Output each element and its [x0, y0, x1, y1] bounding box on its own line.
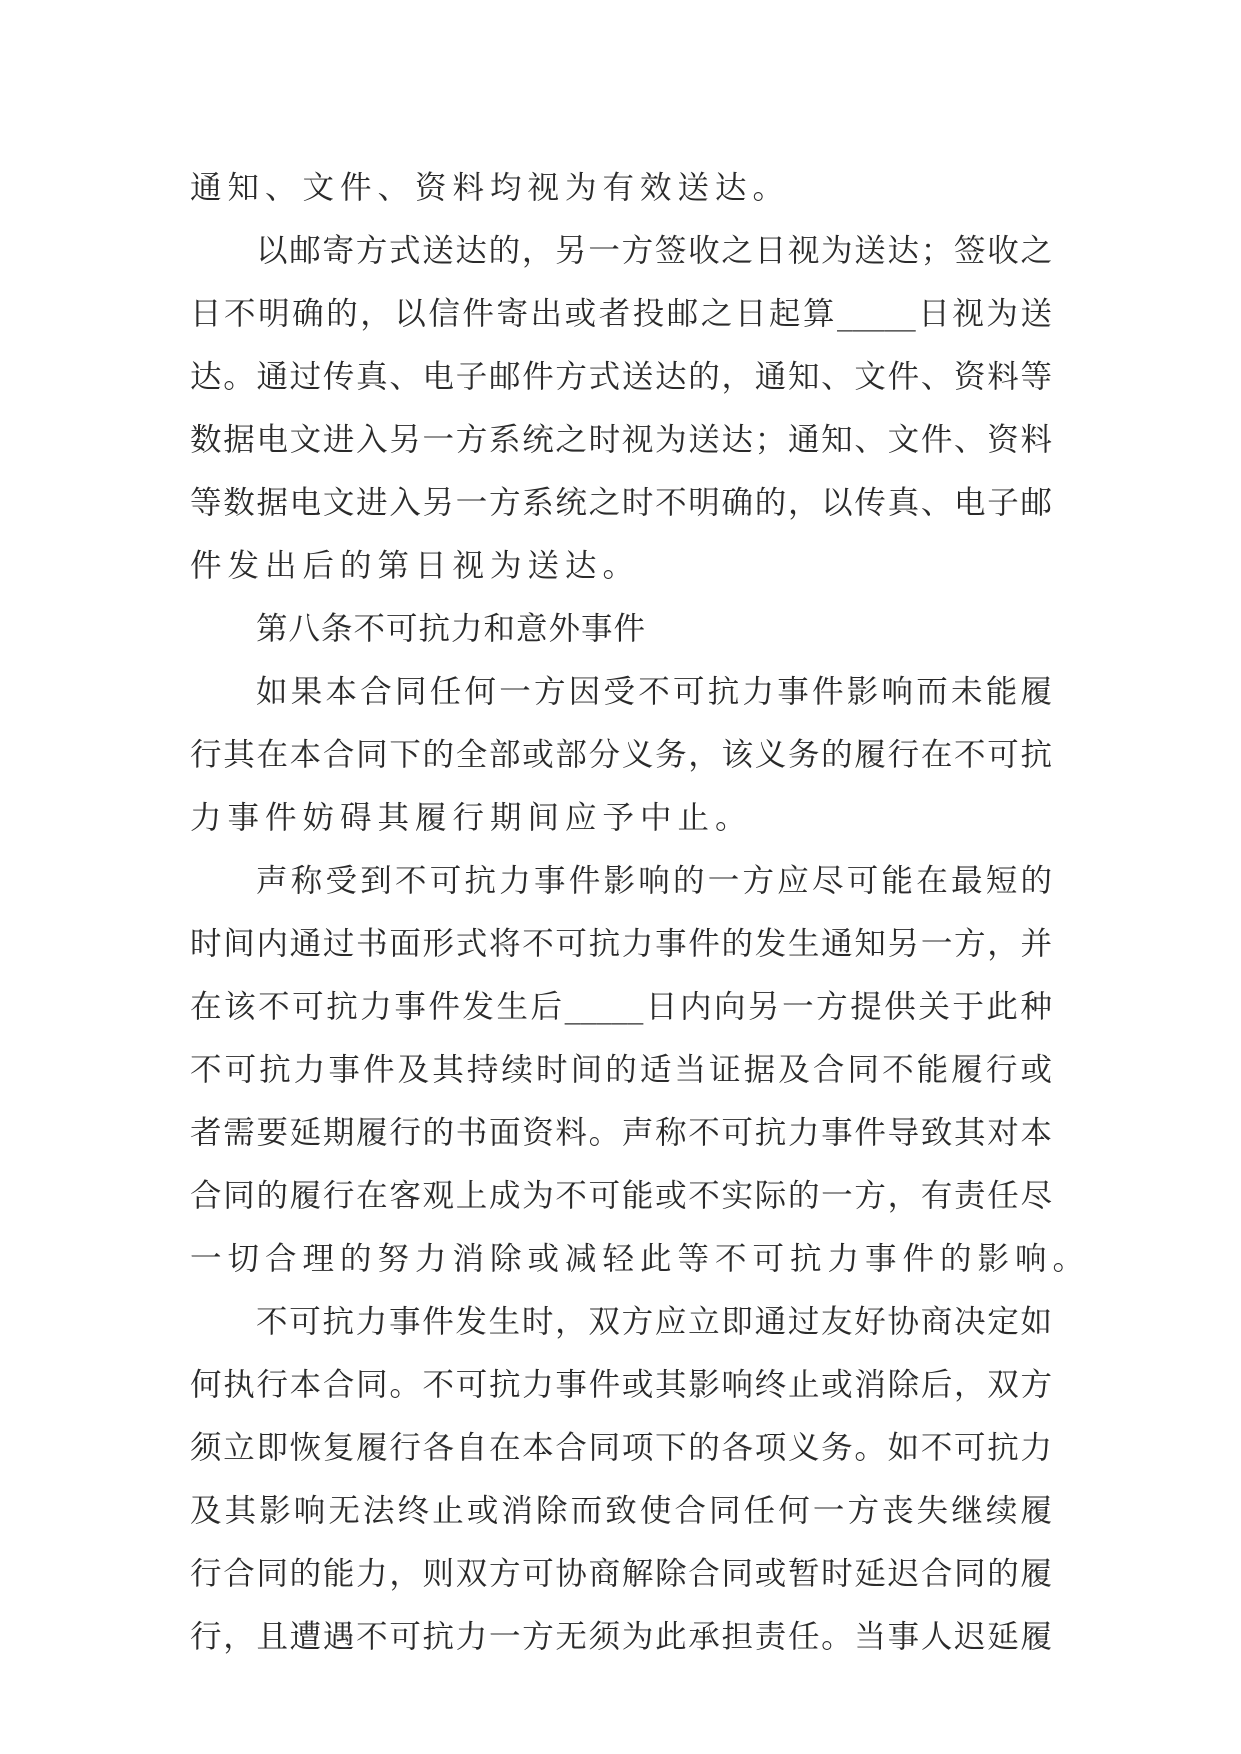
text-line: 时间内通过书面形式将不可抗力事件的发生通知另一方，并: [190, 926, 1052, 962]
text-line: 一切合理的努力消除或减轻此等不可抗力事件的影响。: [190, 1241, 1091, 1277]
text-line: 数据电文进入另一方系统之时视为送达；通知、文件、资料: [190, 422, 1052, 458]
text-line: 以邮寄方式送达的，另一方签收之日视为送达；签收之: [256, 233, 1052, 269]
text-line: 力事件妨碍其履行期间应予中止。: [190, 800, 753, 836]
text-line: 不可抗力事件发生时，双方应立即通过友好协商决定如: [256, 1304, 1052, 1340]
text-line: 及其影响无法终止或消除而致使合同任何一方丧失继续履: [190, 1493, 1052, 1529]
text-line: 行合同的能力，则双方可协商解除合同或暂时延迟合同的履: [190, 1556, 1052, 1592]
text-line: 行其在本合同下的全部或部分义务，该义务的履行在不可抗: [190, 737, 1052, 773]
text-line: 件发出后的第日视为送达。: [190, 548, 641, 584]
text-line: 通知、文件、资料均视为有效送达。: [190, 170, 791, 206]
text-line: 行，且遭遇不可抗力一方无须为此承担责任。当事人迟延履: [190, 1619, 1052, 1655]
text-line: 者需要延期履行的书面资料。声称不可抗力事件导致其对本: [190, 1115, 1052, 1151]
text-line: 达。通过传真、电子邮件方式送达的，通知、文件、资料等: [190, 359, 1052, 395]
text-line: 等数据电文进入另一方系统之时不明确的，以传真、电子邮: [190, 485, 1052, 521]
document-body: [190, 157, 1091, 1669]
text-line: 不可抗力事件及其持续时间的适当证据及合同不能履行或: [190, 1052, 1052, 1088]
text-line: 何执行本合同。不可抗力事件或其影响终止或消除后，双方: [190, 1367, 1052, 1403]
text-line: 日不明确的，以信件寄出或者投邮之日起算_____日视为送: [190, 296, 1052, 332]
text-line: 须立即恢复履行各自在本合同项下的各项义务。如不可抗力: [190, 1430, 1052, 1466]
text-line: 声称受到不可抗力事件影响的一方应尽可能在最短的: [256, 863, 1052, 899]
section-heading: 第八条不可抗力和意外事件: [256, 611, 647, 647]
text-line: 在该不可抗力事件发生后_____日内向另一方提供关于此种: [190, 989, 1052, 1025]
text-line: 如果本合同任何一方因受不可抗力事件影响而未能履: [256, 674, 1052, 710]
text-line: 合同的履行在客观上成为不可能或不实际的一方，有责任尽: [190, 1178, 1052, 1214]
